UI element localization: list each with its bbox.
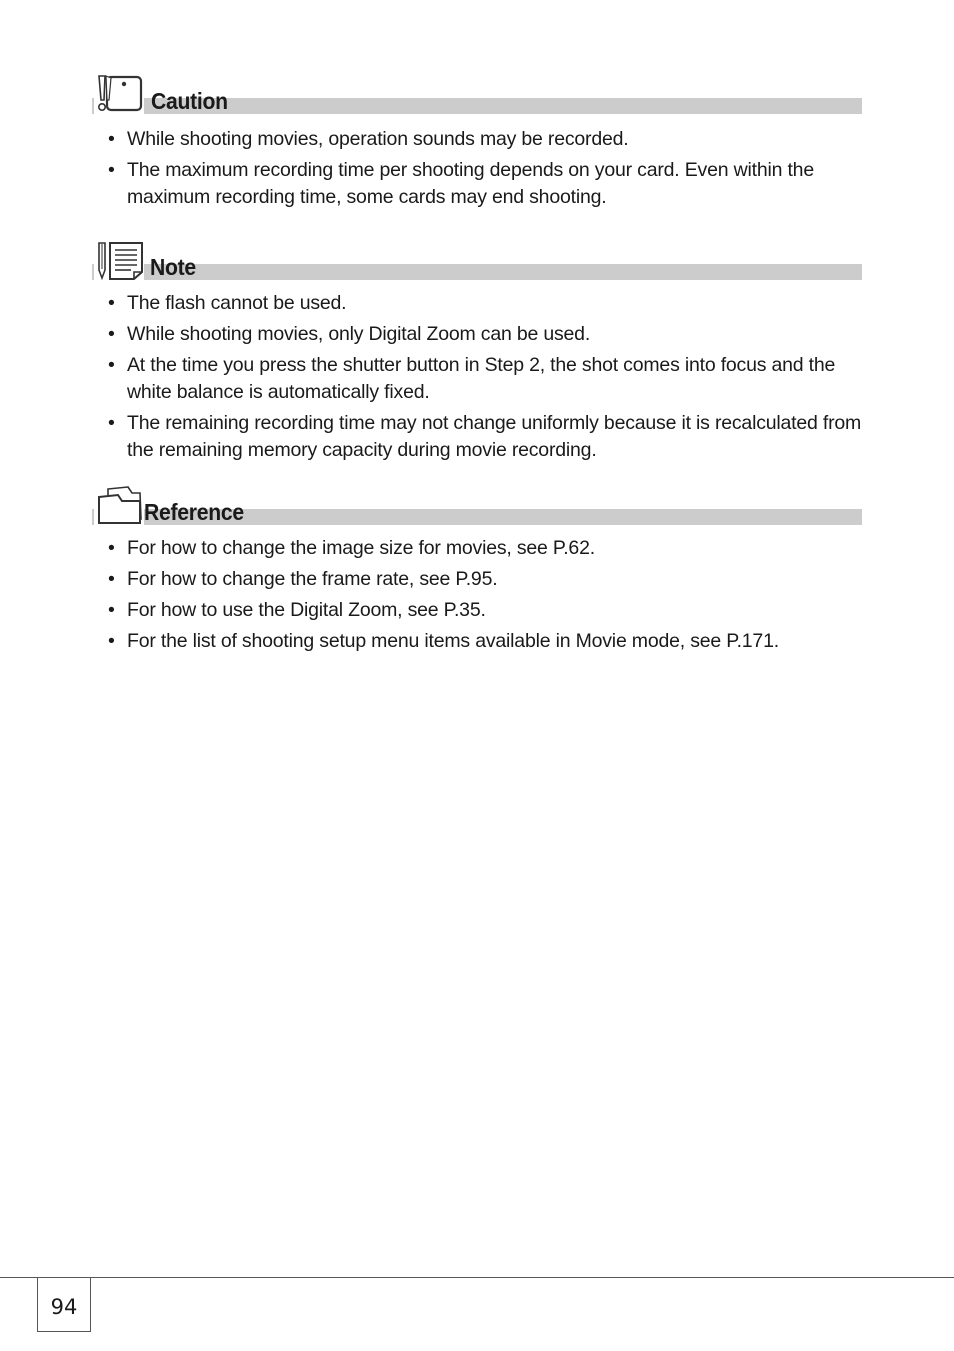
list-item: • While shooting movies, operation sounds may be recorded. [108, 128, 629, 150]
caution-section [92, 70, 862, 211]
list-item: • The maximum recording time per shooting depends on your card. Even within the maximum recording time, some cards may end shooting. [108, 159, 814, 208]
caution-header [92, 70, 862, 114]
reference-title: Reference [144, 499, 244, 525]
note-section [92, 236, 862, 464]
list-item: • For the list of shooting setup menu items available in Movie mode, see P.171. [108, 630, 779, 652]
note-header [92, 236, 862, 280]
reference-list [92, 535, 862, 655]
caution-title: Caution [151, 88, 228, 114]
caution-list [92, 126, 862, 211]
footer-rule [0, 1277, 954, 1278]
list-item: • While shooting movies, only Digital Zoom can be used. [108, 323, 591, 345]
note-header-bar [92, 264, 862, 280]
reference-header [92, 481, 862, 525]
page-number: 94 [37, 1277, 91, 1332]
list-item: • The remaining recording time may not change uniformly because it is recalculated from the remaining memory capacity during movie recording. [108, 412, 862, 461]
reference-folder-icon [94, 483, 144, 525]
note-title: Note [150, 254, 196, 280]
list-item: • The flash cannot be used. [108, 292, 347, 314]
note-icon [94, 238, 144, 280]
list-item: • For how to change the frame rate, see P.95. [108, 568, 498, 590]
note-list [92, 290, 862, 464]
list-item: • For how to use the Digital Zoom, see P.35. [108, 599, 486, 621]
caution-icon [94, 72, 144, 114]
reference-section [92, 481, 862, 655]
list-item: • At the time you press the shutter button in Step 2, the shot comes into focus and the white balance is automatically fixed. [108, 354, 836, 403]
list-item: • For how to change the image size for movies, see P.62. [108, 537, 595, 559]
